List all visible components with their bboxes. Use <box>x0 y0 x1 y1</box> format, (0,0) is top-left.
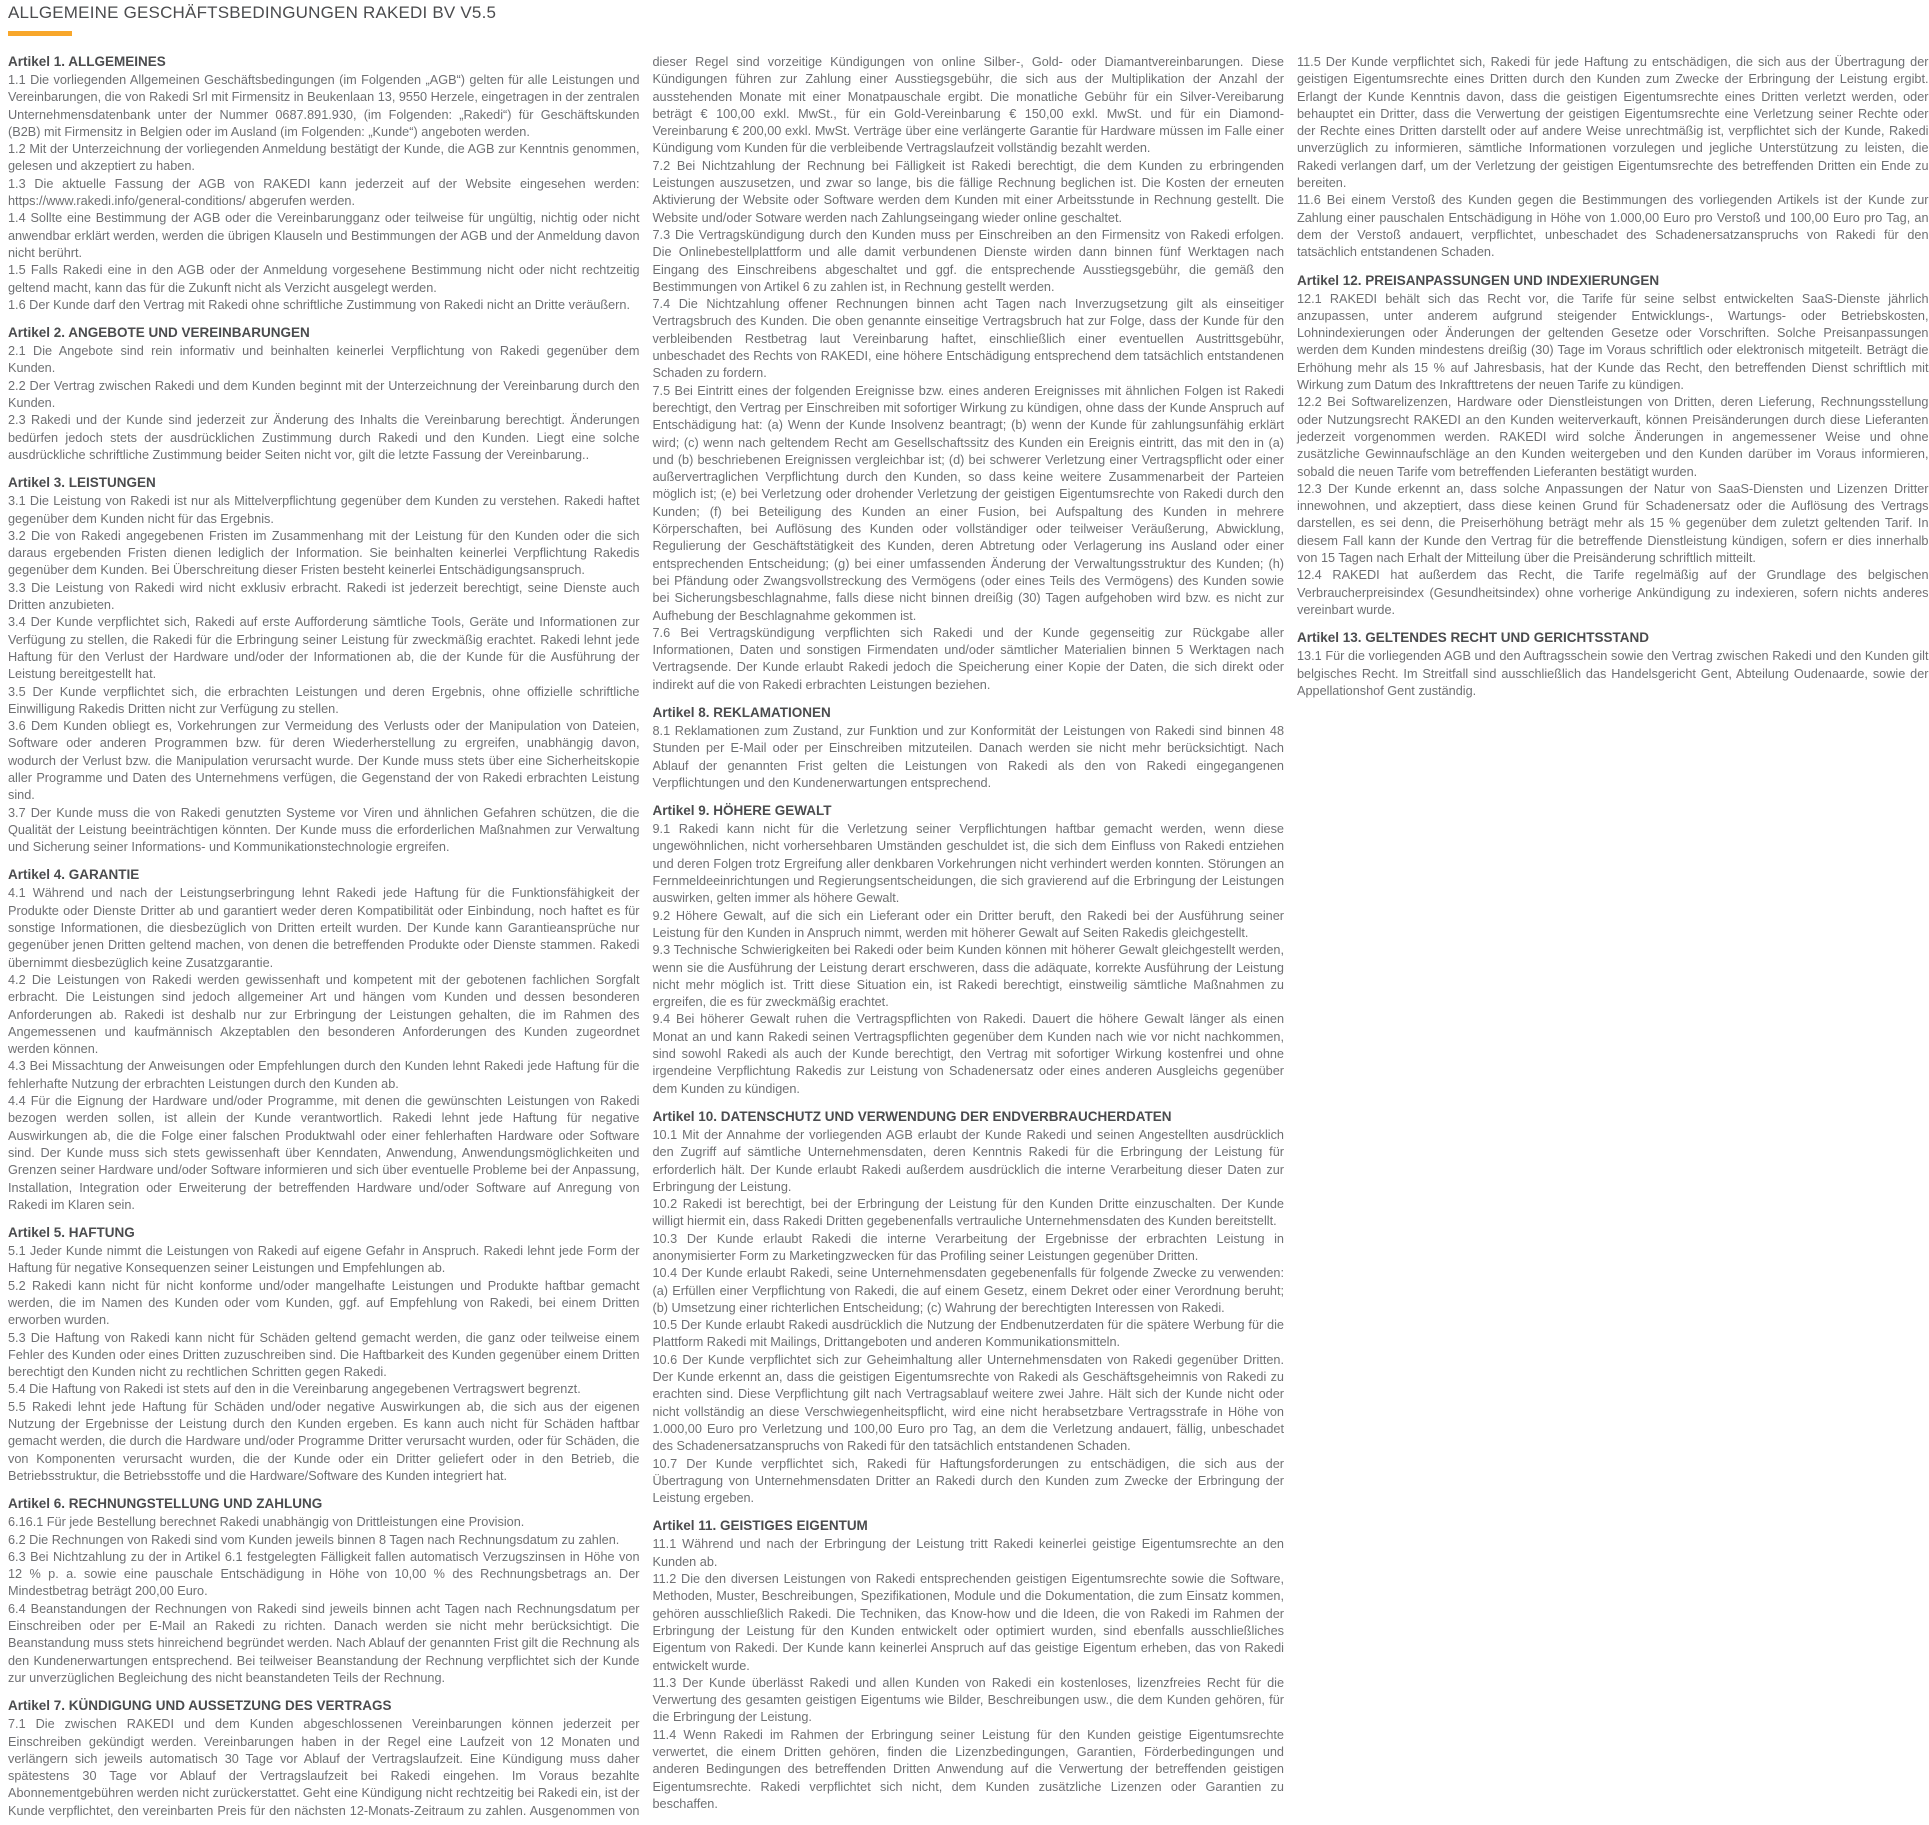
article-paragraph: 9.1 Rakedi kann nicht für die Verletzung seiner Verpflichtungen haftbar gemacht werden, wenn diese ungewöhnlichen, nicht vorhersehbaren Umständen geschuldet ist, die sich dem Einfluss von Rakedi entziehen und deren Folgen trotz Ergreifung aller denkbaren Vorkehrungen nicht verhindert werden konnten. Störungen an Fernmeldeeinrichtungen und Regierungsentscheidungen, die sich gravierend auf die Erbringung der Leistungen auswirken, gelten immer als höhere Gewalt. <box>652 822 1284 906</box>
article-heading: Artikel 11. GEISTIGES EIGENTUM <box>652 1518 868 1534</box>
article-paragraph: 12.2 Bei Softwarelizenzen, Hardware oder Dienstleistungen von Dritten, deren Lieferung, Rechnungsstellung oder Nutzungsrecht RAKEDI an den Kunden weiterverkauft, können Preisänderungen durch diese Lieferanten jederzeit vorgenommen werden. RAKEDI wird solche Änderungen in angemessener Weise und ohne zusätzliche Gewinnaufschläge an den Kunden weitergeben und den Kunden darüber im Voraus informieren, sobald die neuen Tarife vom betreffenden Lieferanten bestätigt wurden. <box>1297 395 1929 479</box>
article-paragraph: 6.16.1 Für jede Bestellung berechnet Rakedi unabhängig von Drittleistungen eine Provision. <box>8 1515 525 1530</box>
article-paragraph: 2.3 Rakedi und der Kunde sind jederzeit zur Änderung des Inhalts die Vereinbarung berechtigt. Änderungen bedürfen jedoch stets der ausdrücklichen Zustimmung durch Rakedi und den Kunden. Liegt eine solche ausdrückliche schriftliche Zustimmung beider Seiten nicht vor, gilt die letzte Fassung der Vereinbarung.. <box>8 413 640 462</box>
article-paragraph: 11.4 Wenn Rakedi im Rahmen der Erbringung seiner Leistung für den Kunden geistige Eigentumsrechte verwertet, die einem Dritten gehören, finden die Lizenzbedingungen, Garantien, Förderbedingungen und anderen Bedingungen des betreffenden Dritten Anwendung auf die Verwertung der betreffenden geistigen Eigentumsrechte. Rakedi verpflichtet sich nicht, dem Kunden zusätzliche Lizenzen oder Garantien zu beschaffen. <box>652 1727 1284 1811</box>
article-paragraph: 5.5 Rakedi lehnt jede Haftung für Schäden und/oder negative Auswirkungen ab, die sich aus der eigenen Nutzung der Ergebnisse der Leistung durch den Kunden ergeben. Es kann auch nicht für Schäden haftbar gemacht werden, die durch die Hardware und/oder Programme Dritter verursacht wurden, oder für Schäden, die von Komponenten verursacht wurden, die der Kunde oder ein Dritter geliefert oder in den Betrieb, die Betriebsstruktur, die Betriebsstoffe und die Hardware/Software des Kunden integriert hat. <box>8 1399 640 1483</box>
article-paragraph: 12.1 RAKEDI behält sich das Recht vor, die Tarife für seine selbst entwickelten SaaS-Dienste jährlich anzupassen, unter anderem aufgrund steigender Entwicklungs-, Wartungs- oder Betriebskosten, Lohnindexierungen oder Änderungen der geltenden Gesetze oder Vorschriften. Solche Preisanpassungen werden dem Kunden mindestens dreißig (30) Tage im Voraus schriftlich oder elektronisch mitgeteilt. Beträgt die Erhöhung mehr als 15 % auf Jahresbasis, hat der Kunde das Recht, den betreffenden Dienst schriftlich mit Wirkung zum Datum des Inkrafttretens der neuen Tarife zu kündigen. <box>1297 291 1929 393</box>
terms-content-columns <box>8 54 1929 1822</box>
article-paragraph: 1.2 Mit der Unterzeichnung der vorliegenden Anmeldung bestätigt der Kunde, die AGB zur Kenntnis genommen, gelesen und akzeptiert zu haben. <box>8 142 640 174</box>
article-paragraph: 4.4 Für die Eignung der Hardware und/oder Programme, mit denen die gewünschten Leistungen von Rakedi bezogen werden sollen, ist allein der Kunde verantwortlich. Rakedi lehnt jede Haftung für negative Auswirkungen ab, die die Folge einer falschen Produktwahl oder einer fehlerhaften Hardware oder Software sind. Der Kunde muss sich stets gewissenhaft über Kenndaten, Anwendung, Anwendungsmöglichkeiten und Grenzen seiner Hardware und/oder Software informieren und sich über eventuelle Probleme bei der Anpassung, Installation, Integration oder Erweiterung der betreffenden Hardware und/oder Software auf Anregung von Rakedi im Klaren sein. <box>8 1094 640 1212</box>
title-accent-underline <box>8 31 72 36</box>
article-paragraph: 5.2 Rakedi kann nicht für nicht konforme und/oder mangelhafte Leistungen und Produkte haftbar gemacht werden, die im Namen des Kunden oder vom Kunden, ggf. auf Empfehlung von Rakedi, bei einem Dritten erworben wurden. <box>8 1278 640 1328</box>
article-paragraph: 12.4 RAKEDI hat außerdem das Recht, die Tarife regelmäßig auf der Grundlage des belgischen Verbraucherpreisindex (Gesundheitsindex) ohne vorherige Ankündigung zu indexieren, sofern nichts anderes vereinbart wurde. <box>1297 568 1929 617</box>
article-section <box>8 867 640 1214</box>
article-paragraph: 13.1 Für die vorliegenden AGB und den Auftragsschein sowie den Vertrag zwischen Rakedi und den Kunden gilt belgisches Recht. Im Streitfall sind ausschließlich das Handelsgericht Gent, Abteilung Oudenaarde, sowie der Appellationshof Gent zuständig. <box>1297 649 1929 698</box>
article-section <box>8 475 640 856</box>
article-paragraph: 3.6 Dem Kunden obliegt es, Vorkehrungen zur Vermeidung des Verlusts oder der Manipulation von Dateien, Software oder anderen Programmen bzw. für deren Wiederherstellung zu ergreifen, unabhängig davon, wodurch der Verlust bzw. die Manipulation verursacht wurde. Der Kunde muss stets über eine Sicherheitskopie aller Programme und Daten des Unternehmens verfügen, die Gegenstand der von Rakedi erbrachten Leistung sind. <box>8 719 640 803</box>
article-heading: Artikel 9. HÖHERE GEWALT <box>652 803 832 819</box>
article-paragraph: 7.6 Bei Vertragskündigung verpflichten sich Rakedi und der Kunde gegenseitig zur Rückgabe aller Informationen, Daten und sonstigen Firmendaten und/oder sämtlicher Materialien binnen 5 Werktagen nach Vertragsende. Der Kunde erlaubt Rakedi jedoch die Speicherung einer Kopie der Daten, die sich direkt oder indirekt auf die von Rakedi erbrachten Leistungen beziehen. <box>652 625 1284 692</box>
article-heading: Artikel 8. REKLAMATIONEN <box>652 704 831 720</box>
page-title: ALLGEMEINE GESCHÄFTSBEDINGUNGEN RAKEDI BV V5.5 <box>8 3 497 22</box>
article-paragraph: 5.4 Die Haftung von Rakedi ist stets auf den in die Vereinbarung angegebenen Vertragswert begrenzt. <box>8 1382 581 1397</box>
article-paragraph: 12.3 Der Kunde erkennt an, dass solche Anpassungen der Natur von SaaS-Diensten und Lizenzen Dritter innewohnen, und akzeptiert, dass diese keinen Grund für Schadenersatz oder die Auflösung des Vertrags darstellen, es sei denn, die Preiserhöhung beträgt mehr als 15 % gegenüber dem zuletzt geltenden Tarif. In diesem Fall kann der Kunde den Vertrag für die betreffende Dienstleistung kündigen, sofern er dies innerhalb von 15 Tagen nach Erhalt der Mitteilung über die Preisänderung schriftlich mitteilt. <box>1297 481 1929 566</box>
article-paragraph: 7.3 Die Vertragskündigung durch den Kunden muss per Einschreiben an den Firmensitz von Rakedi erfolgen. Die Onlinebestellplattform und alle damit verbundenen Dienste wirden dann binnen fünf Werktagen nach Eingang des Einschreibens abgeschaltet und ggf. die entsprechende Ausstiegsgebühr, die gemäß den Bestimmungen von Artikel 6 zu zahlen ist, in Rechnung gestellt werden. <box>652 227 1284 294</box>
article-paragraph: 2.1 Die Angebote sind rein informativ und beinhalten keinerlei Verpflichtung von Rakedi gegenüber dem Kunden. <box>8 344 640 376</box>
article-heading: Artikel 13. GELTENDES RECHT UND GERICHTSSTAND <box>1297 630 1650 646</box>
article-section <box>1297 273 1929 620</box>
article-heading: Artikel 12. PREISANPASSUNGEN UND INDEXIERUNGEN <box>1297 272 1660 288</box>
article-paragraph: 10.4 Der Kunde erlaubt Rakedi, seine Unternehmensdaten gegebenenfalls für folgende Zwecke zu verwenden: (a) Erfüllen einer Verpflichtung von Rakedi, die auf einem Gesetz, einem Dekret oder einer Verordnung beruht; (b) Umsetzung einer richterlichen Entscheidung; (c) Wahrung der berechtigten Interessen von Rakedi. <box>652 1266 1284 1315</box>
article-paragraph: 4.1 Während und nach der Leistungserbringung lehnt Rakedi jede Haftung für die Funktionsfähigkeit der Produkte oder Dienste Dritter ab und garantiert weder deren Kompatibilität oder Einbindung, noch haftet es für sonstige Informationen, die diesbezüglich von Dritten erteilt wurden. Der Kunde kann Garantieansprüche nur gegenüber jenen Dritten geltend machen, von denen die betreffenden Produkte oder Dienste stammen. Rakedi übernimmt diesbezüglich keine Zusatzgarantie. <box>8 886 640 970</box>
article-paragraph: 10.6 Der Kunde verpflichtet sich zur Geheimhaltung aller Unternehmensdaten von Rakedi gegenüber Dritten. Der Kunde erkennt an, dass die geistigen Eigentumsrechte von Rakedi als Geschäftsgeheimnis von Rakedi zu erachten sind. Diese Verpflichtung gilt nach Vertragsablauf weitere zwei Jahre. Hält sich der Kunde nicht oder nicht vollständig an diese Verschwiegenheitspflicht, wird eine nicht herabsetzbare Vertragsstrafe in Höhe von 1.000,00 Euro pro Verletzung und 100,00 Euro pro Tag, an dem die Verletzung andauert, fällig, unbeschadet des Schadenersatzanspruchs von Rakedi für den tatsächlich entstandenen Schaden. <box>652 1352 1284 1454</box>
article-heading: Artikel 2. ANGEBOTE UND VEREINBARUNGEN <box>8 325 310 341</box>
article-paragraph: 6.3 Bei Nichtzahlung zu der in Artikel 6.1 festgelegten Fälligkeit fallen automatisch Verzugszinsen in Höhe von 12 % p. a. sowie eine pauschale Entschädigung in Höhe von 10,00 % des Rechnungsbetrags an. Der Mindestbetrag beträgt 200,00 Euro. <box>8 1549 640 1599</box>
article-paragraph: 1.1 Die vorliegenden Allgemeinen Geschäftsbedingungen (im Folgenden „AGB“) gelten für alle Leistungen und Vereinbarungen, die von Rakedi Srl mit Firmensitz in Beukenlaan 13, 9550 Herzele, eingetragen in der zentralen Unternehmensdatenbank unter der Nummer 0687.891.930, (im Folgenden: „Rakedi“) für Geschäftskunden (B2B) mit Firmensitz in Belgien oder im Ausland (im Folgenden: „Kunde“) angeboten werden. <box>8 73 640 139</box>
article-paragraph: 9.4 Bei höherer Gewalt ruhen die Vertragspflichten von Rakedi. Dauert die höhere Gewalt länger als einen Monat an und kann Rakedi seinen Vertragspflichten gegenüber dem Kunden nach wie vor nicht nachkommen, sind sowohl Rakedi als auch der Kunde berechtigt, den Vertrag mit sofortiger Wirkung kostenfrei und ohne irgendeine Verpflichtung Rakedis zur Leistung von Schadenersatz oder eines anderen Ausgleichs gegenüber dem Kunden zu kündigen. <box>652 1012 1284 1096</box>
article-paragraph: 6.2 Die Rechnungen von Rakedi sind vom Kunden jeweils binnen 8 Tagen nach Rechnungsdatum zu zahlen. <box>8 1532 620 1547</box>
article-paragraph: 4.3 Bei Missachtung der Anweisungen oder Empfehlungen durch den Kunden lehnt Rakedi jede Haftung für die fehlerhafte Nutzung der erbrachten Leistungen durch den Kunden ab. <box>8 1059 640 1091</box>
article-paragraph: 10.1 Mit der Annahme der vorliegenden AGB erlaubt der Kunde Rakedi und seinen Angestellten ausdrücklich den Zugriff auf sämtliche Unternehmensdaten, deren Kenntnis Rakedi für die Erbringung der Leistung für erforderlich hält. Der Kunde erlaubt Rakedi außerdem ausdrücklich die interne Verarbeitung dieser Daten zur Erbringung der Leistung. <box>652 1127 1284 1194</box>
article-paragraph: 9.3 Technische Schwierigkeiten bei Rakedi oder beim Kunden können mit höherer Gewalt gleichgestellt werden, wenn sie die Ausführung der Leistung derart erschweren, dass die adäquate, korrekte Ausführung der Leistung nicht mehr möglich ist. Tritt diese Situation ein, ist Rakedi berechtigt, einstweilig sämtliche Maßnahmen zu ergreifen, die es für zweckmäßig erachtet. <box>652 943 1284 1010</box>
article-paragraph: 10.3 Der Kunde erlaubt Rakedi die interne Verarbeitung der Ergebnisse der erbrachten Leistung in anonymisierter Form zu Marketingzwecken für das Profiling seiner Leistungen gegenüber Dritten. <box>652 1231 1284 1263</box>
article-paragraph: 3.2 Die von Rakedi angegebenen Fristen im Zusammenhang mit der Leistung für den Kunden oder die sich daraus ergebenden Fristen dienen lediglich der Information. Sie beinhalten keinerlei Verpflichtung Rakedis gegenüber dem Kunden. Bei Überschreitung dieser Fristen besteht keinerlei Entschädigungsanspruch. <box>8 528 640 578</box>
article-paragraph: 10.2 Rakedi ist berechtigt, bei der Erbringung der Leistung für den Kunden Dritte einzuschalten. Der Kunde willigt hiermit ein, dass Rakedi Dritten gegebenenfalls vertrauliche Unternehmensdaten des Kunden bereitstellt. <box>652 1197 1284 1229</box>
article-paragraph: 11.2 Die den diversen Leistungen von Rakedi entsprechenden geistigen Eigentumsrechte sowie die Software, Methoden, Muster, Beschreibungen, Spezifikationen, Module und die Dokumentation, die zum Einsatz kommen, gehören ausschließlich Rakedi. Die Techniken, das Know-how und die Ideen, die von Rakedi im Rahmen der Erbringung der Leistung für den Kunden entwickelt oder optimiert wurden, sind ebenfalls ausschließliches Eigentum von Rakedi. Der Kunde kann keinerlei Anspruch auf das geistige Eigentum erheben, das von Rakedi entwickelt wurde. <box>652 1572 1284 1673</box>
article-paragraph: 3.5 Der Kunde verpflichtet sich, die erbrachten Leistungen und deren Ergebnis, ohne offizielle schriftliche Einwilligung Rakedis Dritten nicht zur Verfügung zu stellen. <box>8 684 640 716</box>
article-heading: Artikel 3. LEISTUNGEN <box>8 475 156 491</box>
article-heading: Artikel 7. KÜNDIGUNG UND AUSSETZUNG DES VERTRAGS <box>8 1698 392 1714</box>
article-paragraph: 8.1 Reklamationen zum Zustand, zur Funktion und zur Konformität der Leistungen von Rakedi sind binnen 48 Stunden per E-Mail oder per Einschreiben mitzuteilen. Danach werden sie nicht mehr berücksichtigt. Nach Ablauf der genannten Frist gelten die Leistungen von Rakedi als den von Rakedi eingegangenen Verpflichtungen und den Kundenerwartungen entsprechend. <box>652 723 1284 790</box>
article-section <box>653 705 1285 792</box>
article-heading: Artikel 4. GARANTIE <box>8 867 140 883</box>
article-section <box>1297 630 1929 700</box>
article-paragraph: 7.4 Die Nichtzahlung offener Rechnungen binnen acht Tagen nach Inverzugsetzung gilt als einseitiger Vertragsbruch des Kunden. Die oben genannte einseitige Vertragsbruch hat zur Folge, dass der Kunde für den verbleibenden Restbetrag laut Vereinbarung haftet, einschließlich einer eventuellen Austrittsgebühr, unbeschadet des Rechts von RAKEDI, eine höhere Entschädigung entsprechend dem tatsächlich entstandenen Schaden zu fordern. <box>652 297 1284 381</box>
article-paragraph: 11.3 Der Kunde überlässt Rakedi und allen Kunden von Rakedi ein kostenloses, lizenzfreies Recht für die Verwertung des gesamten geistigen Eigentums wie Bilder, Beschreibungen usw., die dem Kunden gehören, für die Erbringung der Leistung. <box>652 1675 1284 1725</box>
article-paragraph: 7.2 Bei Nichtzahlung der Rechnung bei Fälligkeit ist Rakedi berechtigt, die dem Kunden zu erbringenden Leistungen auszusetzen, und zwar so lange, bis die fällige Rechnung beglichen ist. Die Kosten der erneuten Aktivierung der Website oder Software werden dem Kunden mit einer Arbeitsstunde in Rechnung gestellt. Die Website und/oder Sotware werden nach Zahlungseingang wieder online geschaltet. <box>652 158 1284 225</box>
article-paragraph: 1.3 Die aktuelle Fassung der AGB von RAKEDI kann jederzeit auf der Website eingesehen werden: https://www.rakedi.info/general-conditions/ abgerufen werden. <box>8 176 640 209</box>
article-paragraph: 5.3 Die Haftung von Rakedi kann nicht für Schäden geltend gemacht werden, die ganz oder teilweise einem Fehler des Kunden oder eines Dritten zuzuschreiben sind. Die Haftbarkeit des Kunden gegenüber einem Dritten berechtigt den Kunden nicht zu rechtlichen Schritten gegen Rakedi. <box>8 1330 640 1380</box>
article-paragraph: 7.1 Die zwischen RAKEDI und dem Kunden abgeschlossenen Vereinbarungen können jederzeit per Einschreiben gekündigt werden. Vereinbarungen haben in der Regel eine Laufzeit von 12 Monaten und verlängern sich jeweils automatisch 30 Tage vor Ablauf der Vertragslaufzeit. Eine Kündigung muss daher spätestens 30 Tage vor Ablauf der Vertragslaufzeit bei Rakedi eingehen. Im Voraus bezahlte Abonnementgebühren werden nicht zurückerstattet. Geht eine Kündigung nicht rechtzeitig bei Rakedi ein, ist der Kunde verpflichtet, den vereinbarten Preis für den nächsten 12-Monats-Zeitraum zu zahlen. Ausgenommen von dieser Regel sind vorzeitige Kündigungen von online Silber-, Gold- oder Diamantvereinbarungen. Diese Kündigungen führen zur Zahlung einer Ausstiegsgebühr, die sich aus der Multiplikation der Anzahl der ausstehenden Monate mit einer Monatpauschale ergibt. Die monatliche Gebühr für ein Silver-Vereibarung beträgt € 100,00 exkl. MwSt., für ein Gold-Vereinbarung € 150,00 exkl. MwSt. und für ein Diamond-Vereinbarung € 200,00 exkl. MwSt. Verträge über eine verlängerte Garantie für Hardware müssen im Falle einer Kündigung vom Kunden für die verbleibende Vertragslaufzeit vollständig bezahlt werden. <box>8 55 1284 1818</box>
article-paragraph: 10.7 Der Kunde verpflichtet sich, Rakedi für Haftungsforderungen zu entschädigen, die sich aus der Übertragung von Unternehmensdaten Dritter an Rakedi durch den Kunden zum Zwecke der Erbringung der Leistung ergeben. <box>652 1456 1284 1506</box>
article-section <box>653 803 1285 1098</box>
article-section <box>653 1109 1285 1508</box>
article-paragraph: 6.4 Beanstandungen der Rechnungen von Rakedi sind jeweils binnen acht Tagen nach Rechnungsdatum per Einschreiben oder per E-Mail an Rakedi zu richten. Danach werden sie nicht mehr berücksichtigt. Die Beanstandung muss stets hinreichend begründet werden. Nach Ablauf der genannten Frist gilt die Rechnung als den Kundenerwartungen entsprechend. Bei teilweiser Beanstandung der Rechnung verpflichtet sich der Kunde zur unverzüglichen Begleichung des nicht beanstandeten Teils der Rechnung. <box>8 1601 640 1685</box>
article-paragraph: 1.6 Der Kunde darf den Vertrag mit Rakedi ohne schriftliche Zustimmung von Rakedi nicht an Dritte veräußern. <box>8 297 630 312</box>
article-heading: Artikel 10. DATENSCHUTZ UND VERWENDUNG DER ENDVERBRAUCHERDATEN <box>652 1108 1172 1124</box>
article-paragraph: 3.3 Die Leistung von Rakedi wird nicht exklusiv erbracht. Rakedi ist jederzeit berechtigt, seine Dienste auch Dritten anzubieten. <box>8 580 640 613</box>
article-paragraph: 11.6 Bei einem Verstoß des Kunden gegen die Bestimmungen des vorliegenden Artikels ist der Kunde zur Zahlung einer pauschalen Entschädigung in Höhe von 1.000,00 Euro pro Verstoß und 100,00 Euro pro Tag, an dem der Verstoß andauert, verpflichtet, unbeschadet des Schadenersatzanspruchs von Rakedi für den tatsächlich entstandenen Schaden. <box>1297 193 1929 260</box>
article-paragraph: 3.4 Der Kunde verpflichtet sich, Rakedi auf erste Aufforderung sämtliche Tools, Geräte und Informationen zur Verfügung zu stellen, die Rakedi für die Erbringung seiner Leistung für zweckmäßig erachtet. Rakedi lehnt jede Haftung für den Verlust der Hardware und/oder der Informationen ab, die der Kunde für die Ausführung der Leistung bereitgestellt hat. <box>8 615 640 682</box>
article-paragraph: 5.1 Jeder Kunde nimmt die Leistungen von Rakedi auf eigene Gefahr in Anspruch. Rakedi lehnt jede Form der Haftung für negative Konsequenzen seiner Leistungen und Empfehlungen ab. <box>8 1244 640 1276</box>
article-paragraph: 11.5 Der Kunde verpflichtet sich, Rakedi für jede Haftung zu entschädigen, die sich aus der Übertragung der geistigen Eigentumsrechte eines Dritten durch den Kunden zum Zwecke der Erbringung der Leistung ergibt. Erlangt der Kunde Kenntnis davon, dass die geistigen Eigentumsrechte eines Dritten verletzt werden, oder behauptet ein Dritter, dass die Verwertung der geistigen Eigentumsrechte eine Verletzung seiner Rechte oder der Rechte eines Dritten darstellt oder auf andere Weise unrechtmäßig ist, verpflichtet sich der Kunde, Rakedi unverzüglich zu informieren, sämtliche Informationen vorzulegen und jegliche Unterstützung zu leisten, die Rakedi verlangen darf, um der Verletzung der geistigen Eigentumsrechte des betreffenden Dritten ein Ende zu bereiten. <box>1297 55 1929 191</box>
article-paragraph: 10.5 Der Kunde erlaubt Rakedi ausdrücklich die Nutzung der Endbenutzerdaten für die spätere Werbung für die Plattform Rakedi mit Mailings, Drittangeboten und anderen Kommunikationsmitteln. <box>652 1318 1284 1350</box>
article-section <box>8 1496 640 1687</box>
article-paragraph: 3.1 Die Leistung von Rakedi ist nur als Mittelverpflichtung gegenüber dem Kunden zu verstehen. Rakedi haftet gegenüber dem Kunden nicht für das Ergebnis. <box>8 494 640 526</box>
article-paragraph: 7.5 Bei Eintritt eines der folgenden Ereignisse bzw. eines anderen Ereignisses mit ähnlichen Folgen ist Rakedi berechtigt, den Vertrag per Einschreiben mit sofortiger Wirkung zu kündigen, ohne dass der Kunde Anspruch auf Entschädigung hat: (a) Wenn der Kunde Insolvenz beantragt; (b) wenn der Kunde für zahlungsunfähig erklärt wird; (c) wenn nach geltendem Recht am Gesellschaftssitz des Kunden ein Ereignis eintritt, das mit den in (a) und (b) beschriebenen Ereignissen vergleichbar ist; (d) bei schwerer Verletzung einer Vertragspflicht oder einer außervertraglichen Verpflichtung durch den Kunden, so dass keine weitere Zusammenarbeit der Parteien möglich ist; (e) bei Verletzung oder drohender Verletzung der geistigen Eigentumsrechte von Rakedi durch den Kunden; (f) bei Beteiligung des Kunden an einer Fusion, bei Aufspaltung des Kunden in mehrere Körperschaften, bei Auflösung des Kunden oder vollständiger oder teilweiser Veräußerung, Abwicklung, Regulierung der Geschäftstätigkeit des Kunden, deren Abtretung oder Verlagerung ins Ausland oder einer entsprechenden Entscheidung; (g) bei einer umfassenden Änderung der Verwaltungsstruktur des Kunden; (h) bei Pfändung oder Zwangsvollstreckung des Vermögens (oder eines Teils des Vermögens) des Kunden sowie bei Sicherungsbeschlagnahme, falls diese nicht binnen dreißig (30) Tagen aufgehoben wird bzw. es nicht zur Aufhebung der Beschlagnahme gekommen ist. <box>652 383 1284 623</box>
article-section <box>8 1225 640 1485</box>
article-paragraph: 3.7 Der Kunde muss die von Rakedi genutzten Systeme vor Viren und ähnlichen Gefahren schützen, die die Qualität der Leistung beeinträchtigen könnten. Der Kunde muss die erforderlichen Maßnahmen zur Verwaltung und Sicherung seiner Informations- und Kommunikationstechnologie ergreifen. <box>8 805 640 855</box>
article-paragraph: 4.2 Die Leistungen von Rakedi werden gewissenhaft und kompetent mit der gebotenen fachlichen Sorgfalt erbracht. Die Leistungen sind jedoch allgemeiner Art und hängen vom Kunden und dessen besonderen Anforderungen ab. Rakedi ist deshalb nur zur Erbringung der Leistungen gehalten, die im Rahmen des Angemessenen und kaufmännisch Akzeptablen den besonderen Anforderungen des Kunden zugeordnet werden können. <box>8 972 640 1057</box>
article-paragraph: 11.1 Während und nach der Erbringung der Leistung tritt Rakedi keinerlei geistige Eigentumsrechte an den Kunden ab. <box>652 1537 1284 1569</box>
article-paragraph: 1.4 Sollte eine Bestimmung der AGB oder die Vereinbarungganz oder teilweise für ungültig, nichtig oder nicht anwendbar erklärt werden, werden die übrigen Klauseln und Bestimmungen der AGB und der Anmeldung davon nicht berührt. <box>8 211 640 260</box>
article-heading: Artikel 5. HAFTUNG <box>8 1225 135 1241</box>
article-section <box>8 325 640 464</box>
article-paragraph: 2.2 Der Vertrag zwischen Rakedi und dem Kunden beginnt mit der Unterzeichnung der Vereinbarung durch den Kunden. <box>8 378 640 411</box>
article-heading: Artikel 6. RECHNUNGSTELLUNG UND ZAHLUNG <box>8 1496 323 1512</box>
article-paragraph: 1.5 Falls Rakedi eine in den AGB oder der Anmeldung vorgesehene Bestimmung nicht oder nicht rechtzeitig geltend macht, kann das für die Zukunft nicht als Verzicht ausgelegt werden. <box>8 263 640 295</box>
article-section <box>8 54 640 314</box>
article-heading: Artikel 1. ALLGEMEINES <box>8 54 166 69</box>
article-paragraph: 9.2 Höhere Gewalt, auf die sich ein Lieferant oder ein Dritter beruft, den Rakedi bei der Ausführung seiner Leistung für den Kunden in Anspruch nimmt, werden mit höherer Gewalt auf Seiten Rakedis gleichgestellt. <box>652 908 1284 940</box>
